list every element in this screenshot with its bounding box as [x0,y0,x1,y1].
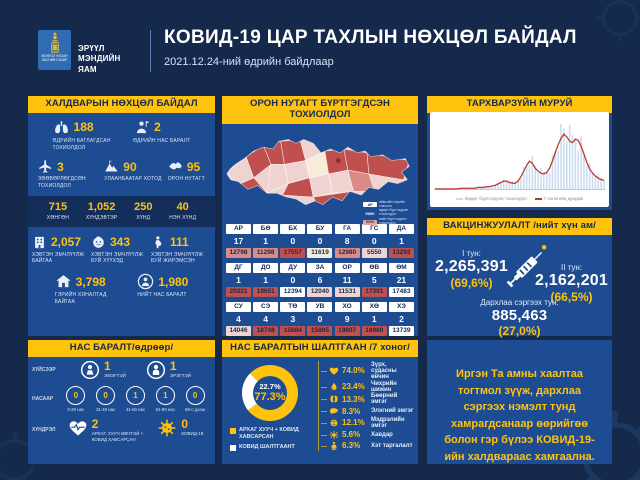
map-legend-label: нийт бүртгэгдсэн тохиолдол [379,217,407,225]
donut-legend-item [230,444,310,451]
legend-swatch [230,445,236,451]
table-row [226,263,414,297]
death-stat-item [146,360,191,380]
header-divider [150,30,151,72]
page-title: КОВИД-19 ЦАР ТАХЛЫН НӨХЦӨЛ БАЙДАЛ [164,27,577,48]
dose1-pct: (69,6%) [450,275,493,290]
stat-value: 111 [170,235,189,250]
stat-label: ОРОН НУТАГТ [167,176,205,183]
panel-causes-title: НАС БАРАЛТЫН ШАЛТГААН /7 хоног/ [222,340,418,357]
map-legend-item [363,201,413,209]
cause-item [321,381,414,393]
panel-message [427,340,612,464]
stat-item [151,235,211,266]
dose2-value: 2,162,201 [535,271,608,289]
obesity-icon [329,441,339,451]
aimag-daily-count: 4 [236,313,241,324]
severity-label: ХӨНГӨН [46,214,70,221]
stat-label: ХЭВТЭН ЭМЧЛҮҮЛЖ БУЙ ХҮҮХЭД [91,251,144,265]
stat-top [55,273,106,290]
stat-value: 90 [123,159,137,174]
panel-deaths-title: НАС БАРАЛТ/өдрөөр/ [28,340,215,357]
aimag-code: ХО [335,302,360,312]
cause-label: Зүрх, судасны өвчин [371,361,397,380]
stat-top [104,159,136,174]
stat-label: ӨДРИЙН НАС БАРАЛТ [133,137,191,144]
aimag-cell [335,263,360,297]
aimag-code: ХӨ [362,302,387,312]
kidney-icon [329,394,339,404]
curve-legend [432,196,607,201]
stat-top [137,273,188,290]
age-group-item [92,386,120,412]
stat-top [168,159,200,174]
severity-label: НЭН ХҮНД [169,214,197,221]
row-label-gender: ХҮЙСЭЭР [32,366,56,373]
male-icon [146,360,166,380]
severity-label: ХҮНДЭВТЭР [85,214,118,221]
aimag-cell [362,302,387,336]
map-legend-label: өдөрт бүртгэгдсэн тохиолдол [379,208,409,217]
aimag-total-count: 11298 [253,248,278,258]
aimag-daily-count: 0 [317,313,323,324]
stat-value: 343 [110,235,131,250]
aimag-cell [226,302,251,336]
death-stat-item [68,418,150,443]
cause-percent: 12.1% [342,418,365,428]
logo-caption: МОНГОЛ УЛСЫН ЗАСГИЙН ГАЗАР [41,54,68,62]
aimag-total-count: 17391 [362,287,387,297]
virus-decoration-icon [590,0,640,48]
aimag-daily-count: 0 [290,274,296,285]
aimag-total-count: 12980 [335,248,360,258]
aimag-code: ГС [362,224,387,234]
aimag-cell [280,302,305,336]
age-group-label: 41-60 нас [125,406,146,412]
map-legend-chip: 0000 [365,210,375,216]
map-legend-chip: АР [363,202,377,207]
aimag-code: БУ [307,224,332,234]
stat-item [168,159,205,183]
legend-marker [456,198,463,200]
aimag-total-count: 12394 [280,287,305,297]
aimag-code: ДО [253,263,278,273]
curve-legend-label: 7 хоногийн дундаж [543,196,584,201]
virus-icon [157,418,177,438]
stat-label: ЗӨӨВӨРЛӨГДСӨН ТОХИОЛДОЛ [38,176,86,190]
aimag-cell [307,263,332,297]
cause-item [321,406,414,416]
severity-item [47,201,69,222]
lungs-icon [53,119,70,136]
stat-label: ГЭРИЙН ХЯНАЛТАД БАЙГАА [54,292,107,305]
aimag-daily-count: 11 [342,274,352,285]
donut-legend-item [230,427,310,441]
aimag-daily-count: 1 [236,274,241,285]
death-stat-label: ЭМЭГТЭЙ [104,372,126,378]
age-group-count: 0 [66,386,85,405]
report-date: 2021.12.24-ний өдрийн байдлаар [164,56,334,68]
aimag-daily-count: 0 [317,235,323,246]
curve-legend-label: Өдөрт бүртгэгдсэн тохиолдол [464,196,527,201]
aimag-cell [362,263,387,297]
severity-item [134,201,152,222]
cancer-icon [329,430,339,440]
aimag-code: ГА [335,224,360,234]
stat-label: ХЭВТЭН ЭМЧЛҮҮЛЖ БУЙ ЖИРЭМСЭН [151,251,204,265]
death-stat-item [80,360,126,380]
panel-infection-status [28,96,215,336]
donut-big-pct: 77.3% [254,391,286,404]
stat-top [133,119,161,136]
stat-item [104,159,161,183]
severity-value: 250 [134,200,153,213]
memorial-icon [137,273,154,290]
panel-local-title: ОРОН НУТАГТ БҮРТГЭГДСЭН ТОХИОЛДОЛ [222,96,418,124]
panel-deaths-daily [28,340,215,464]
aimag-total-count: 13293 [389,248,414,258]
aimag-cell [307,302,332,336]
panel-vaccination-title: ВАКЦИНЖУУЛАЛТ /нийт хүн ам/ [427,218,612,235]
aimag-cell [226,224,251,258]
dose1-stat [435,249,508,290]
aimag-total-count: 11531 [335,287,360,297]
aimag-code: СУ [226,302,251,312]
diabetes-icon [329,382,339,392]
legend-swatch [230,428,236,434]
death-stat-col [170,360,191,379]
stat-value: 3 [57,159,64,174]
age-group-item [62,386,90,412]
epidemic-curve-chart [430,112,609,207]
aimag-code: БХ [280,224,305,234]
aimag-cell [253,263,278,297]
cause-item [321,393,414,405]
row-label-complication: ХҮНДРЭЛ [32,427,56,434]
aimag-total-count: 18960 [362,326,387,336]
death-stat-label: АРХАГ, ХУУЧ ӨВЧТЭЙ + КОВИД ХАВСАРСАН [91,431,144,442]
cause-item [321,430,414,440]
aimag-total-count: 17557 [280,248,305,258]
aimag-case-table [222,217,418,336]
aimag-total-count: 12798 [226,248,251,258]
dose1-label: I тун: [462,248,481,258]
aimag-daily-count: 21 [396,274,407,285]
map-legend-item [363,209,413,217]
child-icon [91,235,106,250]
cause-label: Хэт таргалалт [371,442,413,449]
aimag-cell [389,263,414,297]
aimag-code: УВ [307,302,332,312]
plane-icon [38,159,53,174]
row-label-age: НАСААР [32,396,54,402]
aimag-daily-count: 2 [399,313,404,324]
death-stat-col [104,360,126,379]
severity-label: ХҮНД [136,214,151,221]
mongolia-choropleth-map [225,128,415,225]
aimag-daily-count: 0 [290,235,296,246]
aimag-code: СЭ [253,302,278,312]
brain-icon [329,418,339,428]
severity-item [169,201,196,222]
stat-top [53,119,94,136]
aimag-cell [226,263,251,297]
cause-item [321,362,414,380]
death-stat-label: КОВИД-19 [181,431,204,437]
aimag-cell [335,224,360,258]
stat-label: ХЭВТЭН ЭМЧЛҮҮЛЖ БАЙГАА [32,251,85,265]
stat-item [38,159,98,190]
stat-item [133,119,190,145]
aimag-daily-count: 8 [344,235,350,246]
death-stat-item [157,418,203,438]
donut-legend-label: КОВИД ШАЛТГААНТ [239,444,295,451]
curve-legend-item [535,196,583,201]
aimag-daily-count: 6 [317,274,323,285]
aimag-cell [280,263,305,297]
stat-top [91,235,130,250]
stat-value: 2 [154,120,161,135]
stat-value: 1,980 [158,274,189,289]
stat-item [55,273,115,306]
booster-pct: (27,0%) [498,323,541,338]
aimag-cell [389,224,414,258]
aimag-daily-count: 17 [233,235,244,246]
age-group-item [151,386,179,412]
cause-percent: 6.3% [342,441,361,450]
cause-percent: 8.3% [342,406,361,416]
age-group-count: 1 [156,386,175,405]
stat-top [32,235,81,250]
aimag-daily-count: 1 [371,313,377,324]
home-icon [55,273,72,290]
stat-value: 95 [186,159,201,174]
donut-legend [226,427,310,451]
panel-infection-title: ХАЛДВАРЫН НӨХЦӨЛ БАЙДАЛ [28,96,215,113]
table-row [226,224,414,258]
death-stat-value: 1 [104,358,111,373]
severity-value: 715 [48,200,68,213]
stat-item [137,273,188,299]
donut-small-pct: 22.7% [259,382,281,392]
aimag-daily-count: 1 [263,235,269,246]
aimag-cell [335,302,360,336]
aimag-total-count: 15684 [280,326,305,336]
death-stat-col [92,418,150,443]
stat-value: 2,057 [51,235,82,250]
pregnant-icon [151,235,166,250]
aimag-cell [362,224,387,258]
aimag-code: БӨ [253,224,278,234]
city-icon [104,159,119,174]
aimag-cell [280,224,305,258]
dose2-label: II тун: [560,262,583,272]
panel-vaccination [427,218,612,336]
aimag-code: ӨМ [389,263,414,273]
aimag-code: ӨВ [362,263,387,273]
aimag-code: ДА [389,224,414,234]
panel-curve-title: ТАРХВАРЗҮЙН МУРУЙ [427,96,612,113]
panel-local-cases [222,96,418,336]
cause-percent: 23.4% [342,382,365,392]
death-stat-col [181,418,203,437]
dose2-pct: (66,5%) [550,289,593,304]
age-group-item [181,386,209,412]
aimag-code: ХЭ [389,302,414,312]
stat-label: УЛААНБААТАР ХОТОД [104,176,162,183]
stat-item [53,119,113,152]
panel-epidemic-curve [427,96,612,210]
aimag-total-count: 15895 [307,326,332,336]
aimag-daily-count: 9 [344,313,350,324]
aimag-cell [253,224,278,258]
aimag-code: АР [226,224,251,234]
legend-marker [535,198,542,200]
death-stat-value: 0 [181,417,189,432]
dose1-value: 2,265,391 [435,257,508,275]
aimag-cell [307,224,332,258]
age-group-item [121,386,149,412]
aimag-cell [253,302,278,336]
aimag-total-count: 14046 [226,326,251,336]
stat-label: НИЙТ НАС БАРАЛТ [137,292,187,299]
hospital-icon [32,235,47,250]
map-legend-chip: 0000 [363,220,377,225]
aimag-daily-count: 5 [371,274,377,285]
aimag-daily-count: 3 [290,313,296,324]
aimag-code: ДУ [280,263,305,273]
cause-percent: 74.0% [342,366,365,376]
severity-value: 40 [176,200,189,213]
cause-percent: 13.3% [342,394,365,404]
aimag-code: ТӨ [280,302,305,312]
stat-item [32,235,91,266]
aimag-cell [389,302,414,336]
severity-strip [28,196,215,227]
age-group-label: 61-80 нас [155,406,175,412]
stat-label: ӨДРИЙН БАТЛАГДСАН ТОХИОЛДОЛ [52,137,111,151]
stat-item [91,235,151,266]
age-group-label: 0-20 нас [67,406,85,412]
booster-value: 885,463 [491,306,548,324]
aimag-total-count: 19807 [335,326,360,336]
age-group-label: 80-с дээш [185,406,206,412]
aimag-daily-count: 1 [263,274,269,285]
mourning-icon [133,119,150,136]
stat-value: 188 [73,120,94,135]
aimag-code: ОР [335,263,360,273]
aimag-total-count: 13739 [389,326,414,336]
death-stat-value: 1 [169,358,177,373]
causes-donut-chart [242,365,298,421]
panel-death-causes [222,340,418,464]
stat-top [38,159,64,174]
map-legend-item [363,218,413,226]
severity-value: 1,052 [87,200,116,213]
age-group-count: 1 [126,386,145,405]
aimag-total-count: 18748 [253,326,278,336]
region-map-icon [168,159,183,174]
cause-item [321,441,414,451]
cause-label: Хавдар [371,431,393,438]
cause-label: Элэгний эмгэг [371,408,414,415]
table-row [226,302,414,336]
severity-item [86,201,118,222]
cause-item [321,417,414,429]
female-icon [80,360,100,380]
aimag-code: ЗА [307,263,332,273]
ministry-name: ЭРҮҮЛ МЭНДИЙН ЯАМ [78,44,121,74]
aimag-daily-count: 0 [371,235,377,246]
cause-label: Чихрийн шижин [371,380,397,393]
aimag-total-count: 20321 [226,287,251,297]
aimag-total-count: 17483 [389,287,414,297]
aimag-daily-count: 1 [399,235,404,246]
stat-top [151,235,189,250]
aimag-total-count: 5550 [362,248,387,258]
heart-icon [329,366,339,376]
age-group-count: 0 [186,386,205,405]
aimag-total-count: 12040 [307,287,332,297]
cause-percent: 5.6% [342,430,361,440]
cause-label: Бөөрний эмгэг [371,393,398,406]
aimag-code: ДГ [226,263,251,273]
government-logo [38,30,71,70]
heart-pulse-icon [68,418,88,438]
aimag-total-count: 11619 [307,248,332,258]
cause-label: Мэдрэлийн эмгэг [371,416,405,429]
booster-stat [427,298,612,338]
booster-label: Дархлаа сэргээх тун: [480,297,559,307]
aimag-total-count: 19651 [253,287,278,297]
death-stat-label: ЭРЭГТЭЙ [169,372,191,378]
death-stat-value: 2 [91,417,99,432]
map-legend-label: аймгийн нэрийн товчлол [379,199,405,208]
liver-icon [329,406,339,416]
public-health-message: Иргэн Та амны хаалтаа тогтмол зүүж, дархлаа сэргээх нэмэлт тунд хамрагдсанаар өөрийгөө болон гэр бүлээ КОВИД-19-ийн халдвараас хамгаална. [444,368,595,463]
stat-value: 3,798 [75,274,106,289]
aimag-daily-count: 4 [263,313,269,324]
causes-list [318,361,414,451]
curve-legend-item [456,196,527,201]
map-legend [363,201,413,226]
age-group-label: 21-40 нас [96,406,116,412]
age-group-count: 0 [96,386,115,405]
donut-legend-label: АРХАГ ХУУЧ + КОВИД ХАВСАРСАН [239,426,299,441]
soyombo-icon [48,32,62,54]
